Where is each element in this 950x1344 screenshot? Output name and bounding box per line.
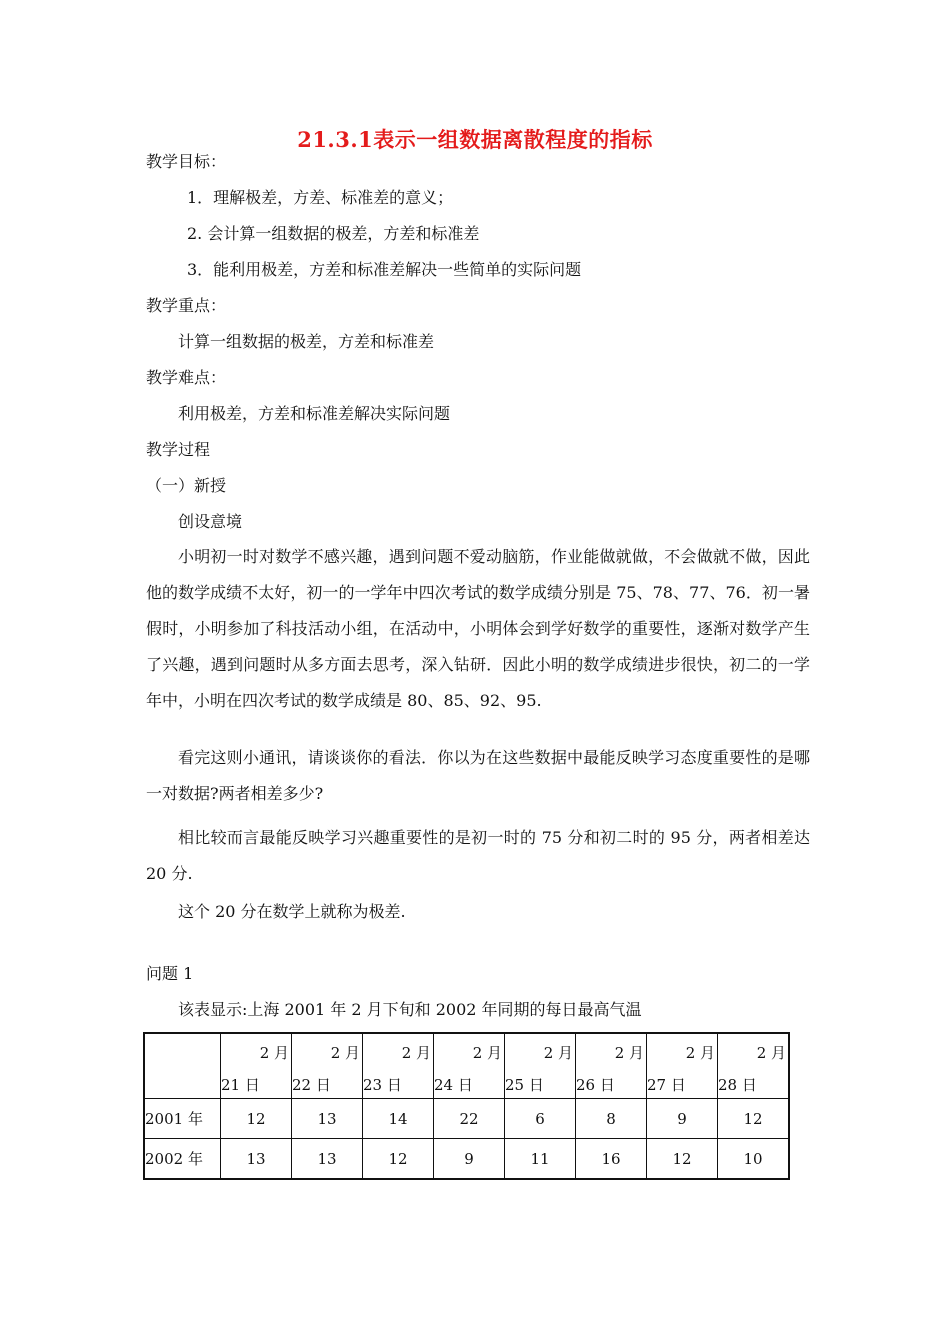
subsection-heading: 创设意境 xyxy=(178,512,243,531)
section-heading: （一）新授 xyxy=(146,476,227,495)
table-cell: 13 xyxy=(221,1139,292,1180)
difficulties-text: 利用极差，方差和标准差解决实际问题 xyxy=(178,404,451,423)
table-cell: 12 xyxy=(363,1139,434,1180)
table-cell: 11 xyxy=(505,1139,576,1180)
table-cell: 16 xyxy=(576,1139,647,1180)
table-cell: 8 xyxy=(576,1099,647,1139)
table-cell: 13 xyxy=(292,1099,363,1139)
difficulties-heading: 教学难点： xyxy=(146,368,227,387)
objective-item-3: 3．能利用极差，方差和标准差解决一些简单的实际问题 xyxy=(187,260,582,279)
process-heading: 教学过程 xyxy=(146,440,211,459)
table-cell: 10 xyxy=(718,1139,790,1180)
key-points-heading: 教学重点： xyxy=(146,296,227,315)
table-cell: 12 xyxy=(718,1099,790,1139)
table-header-cell: 2 月 28 日 xyxy=(718,1033,790,1099)
question-paragraph: 看完这则小通讯，请谈谈你的看法．你以为在这些数据中最能反映学习态度重要性的是哪一对数据?两者相差多少? xyxy=(146,748,810,803)
table-header-cell: 2 月 27 日 xyxy=(647,1033,718,1099)
table-cell: 12 xyxy=(221,1099,292,1139)
table-header-cell: 2 月 22 日 xyxy=(292,1033,363,1099)
problem-label: 问题 1 xyxy=(146,964,194,983)
table-cell: 22 xyxy=(434,1099,505,1139)
table-header-row xyxy=(144,1033,789,1099)
table-header-cell: 2 月 25 日 xyxy=(505,1033,576,1099)
objectives-heading: 教学目标： xyxy=(146,152,227,171)
row-year-label: 2001 年 xyxy=(144,1099,221,1139)
conclusion-text: 这个 20 分在数学上就称为极差. xyxy=(178,902,406,921)
objective-item-2: 2. 会计算一组数据的极差，方差和标准差 xyxy=(187,224,480,243)
table-cell: 9 xyxy=(647,1099,718,1139)
table-header-cell: 2 月 24 日 xyxy=(434,1033,505,1099)
answer-paragraph: 相比较而言最能反映学习兴趣重要性的是初一时的 75 分和初二时的 95 分，两者相差达 20 分. xyxy=(146,828,810,883)
table-cell: 14 xyxy=(363,1099,434,1139)
table-caption: 该表显示:上海 2001 年 2 月下旬和 2002 年同期的每日最高气温 xyxy=(178,1000,642,1019)
table-cell: 12 xyxy=(647,1139,718,1180)
page-title: 21.3.1表示一组数据离散程度的指标 xyxy=(297,127,653,152)
table-header-cell: 2 月 23 日 xyxy=(363,1033,434,1099)
objective-item-1: 1．理解极差，方差、标准差的意义； xyxy=(187,188,454,207)
table-cell: 6 xyxy=(505,1099,576,1139)
key-points-text: 计算一组数据的极差，方差和标准差 xyxy=(178,332,435,351)
table-header-cell: 2 月 26 日 xyxy=(576,1033,647,1099)
row-year-label: 2002 年 xyxy=(144,1139,221,1180)
table-row xyxy=(144,1099,789,1139)
table-corner-cell xyxy=(144,1033,221,1099)
table-header-cell: 2 月 21 日 xyxy=(221,1033,292,1099)
table-cell: 13 xyxy=(292,1139,363,1180)
story-paragraph: 小明初一时对数学不感兴趣，遇到问题不爱动脑筋，作业能做就做，不会做就不做，因此他的数学成绩不太好，初一的一学年中四次考试的数学成绩分别是 75、78、77、76．初一暑假时，小明参加了科技活动小组，在活动中，小明体会到学好数学的重要性，逐渐对数学产生了兴趣，遇到问题时从多方面去思考，深入钻研．因此小明的数学成绩进步很快，初二的一学年中，小明在四次考试的数学成绩是 80、85、92、95. xyxy=(146,547,810,710)
temperature-table xyxy=(143,1032,790,1180)
table-row xyxy=(144,1139,789,1180)
table-cell: 9 xyxy=(434,1139,505,1180)
